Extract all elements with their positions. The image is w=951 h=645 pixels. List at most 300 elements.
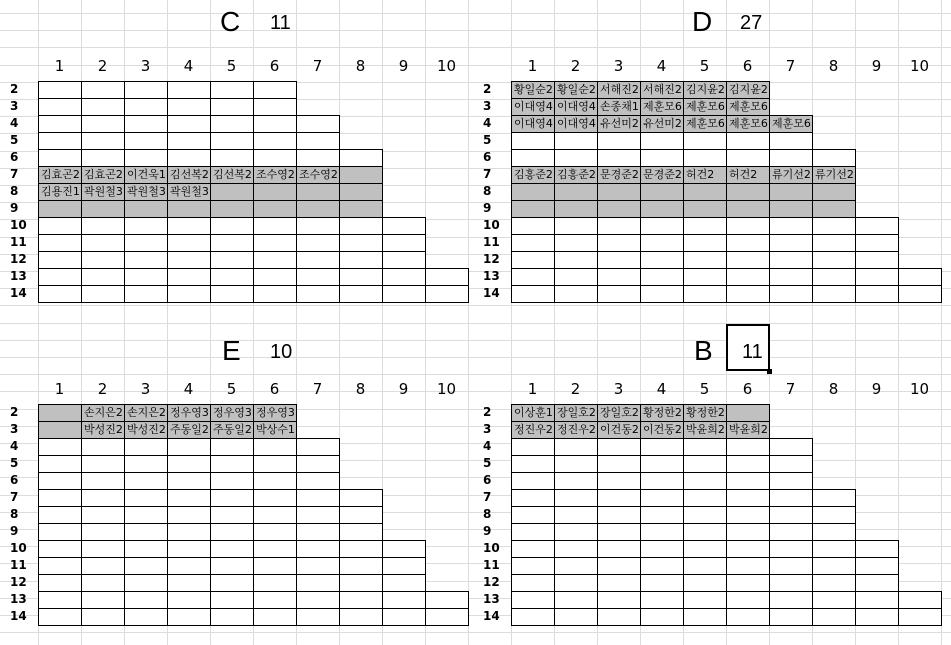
seat-cell[interactable]: 김홍준2 — [554, 166, 598, 184]
seat-cell[interactable]: 주동일2 — [167, 421, 211, 439]
seat-cell[interactable] — [339, 608, 383, 626]
seat-cell[interactable] — [597, 557, 641, 575]
seat-cell[interactable] — [38, 455, 82, 473]
seat-cell[interactable] — [726, 574, 770, 592]
seat-cell[interactable] — [511, 132, 555, 150]
seat-cell[interactable] — [511, 455, 555, 473]
seat-cell[interactable] — [640, 251, 684, 269]
seat-cell[interactable] — [253, 438, 297, 456]
seat-cell[interactable] — [640, 234, 684, 252]
seat-cell[interactable] — [81, 251, 125, 269]
seat-cell[interactable] — [640, 217, 684, 235]
seat-cell[interactable] — [511, 200, 555, 218]
seat-cell[interactable] — [640, 557, 684, 575]
seat-cell[interactable] — [38, 506, 82, 524]
seat-cell[interactable]: 정우영3 — [167, 404, 211, 422]
seat-cell[interactable] — [253, 251, 297, 269]
seat-cell[interactable] — [855, 268, 899, 286]
seat-cell[interactable] — [124, 506, 168, 524]
seat-cell[interactable] — [167, 489, 211, 507]
seat-cell[interactable]: 제훈모6 — [726, 115, 770, 133]
seat-cell[interactable] — [683, 285, 727, 303]
seat-cell[interactable]: 장일호2 — [554, 404, 598, 422]
seat-cell[interactable] — [855, 540, 899, 558]
seat-cell[interactable] — [167, 523, 211, 541]
seat-cell[interactable] — [812, 217, 856, 235]
seat-cell[interactable]: 유선미2 — [640, 115, 684, 133]
seat-cell[interactable] — [640, 523, 684, 541]
seat-cell[interactable] — [339, 251, 383, 269]
seat-cell[interactable] — [296, 200, 340, 218]
seat-cell[interactable] — [683, 234, 727, 252]
seat-cell[interactable] — [769, 608, 813, 626]
seat-cell[interactable] — [339, 217, 383, 235]
seat-cell[interactable] — [769, 506, 813, 524]
seat-cell[interactable] — [296, 608, 340, 626]
seat-cell[interactable] — [382, 234, 426, 252]
seat-cell[interactable] — [210, 200, 254, 218]
seat-cell[interactable] — [554, 608, 598, 626]
seat-cell[interactable] — [640, 285, 684, 303]
seat-cell[interactable] — [726, 591, 770, 609]
seat-cell[interactable] — [81, 455, 125, 473]
seat-cell[interactable] — [167, 472, 211, 490]
seat-cell[interactable] — [38, 438, 82, 456]
seat-cell[interactable] — [339, 540, 383, 558]
seat-cell[interactable] — [511, 591, 555, 609]
seat-cell[interactable] — [640, 591, 684, 609]
seat-cell[interactable] — [210, 540, 254, 558]
seat-cell[interactable]: 문경준2 — [640, 166, 684, 184]
seat-cell[interactable] — [769, 557, 813, 575]
seat-cell[interactable] — [511, 472, 555, 490]
seat-cell[interactable] — [726, 608, 770, 626]
seat-cell[interactable] — [769, 251, 813, 269]
seat-cell[interactable] — [210, 251, 254, 269]
seat-cell[interactable] — [167, 540, 211, 558]
seat-cell[interactable] — [210, 455, 254, 473]
seat-cell[interactable] — [339, 506, 383, 524]
seat-cell[interactable] — [296, 506, 340, 524]
seat-cell[interactable] — [124, 268, 168, 286]
seat-cell[interactable] — [339, 591, 383, 609]
seat-cell[interactable] — [296, 591, 340, 609]
seat-cell[interactable] — [210, 489, 254, 507]
seat-cell[interactable] — [210, 98, 254, 116]
seat-cell[interactable] — [597, 574, 641, 592]
seat-cell[interactable] — [898, 285, 942, 303]
seat-cell[interactable] — [38, 132, 82, 150]
seat-cell[interactable] — [81, 149, 125, 167]
seat-cell[interactable] — [726, 455, 770, 473]
seat-cell[interactable] — [554, 506, 598, 524]
seat-cell[interactable] — [38, 200, 82, 218]
seat-cell[interactable] — [511, 557, 555, 575]
seat-cell[interactable] — [554, 523, 598, 541]
seat-cell[interactable] — [38, 404, 82, 422]
seat-cell[interactable] — [726, 268, 770, 286]
seat-cell[interactable] — [812, 489, 856, 507]
seat-cell[interactable] — [597, 217, 641, 235]
seat-cell[interactable] — [597, 251, 641, 269]
seat-cell[interactable] — [81, 438, 125, 456]
seat-cell[interactable] — [124, 540, 168, 558]
seat-cell[interactable] — [640, 149, 684, 167]
seat-cell[interactable] — [898, 608, 942, 626]
seat-cell[interactable] — [769, 591, 813, 609]
seat-cell[interactable] — [124, 489, 168, 507]
seat-cell[interactable] — [296, 438, 340, 456]
seat-cell[interactable] — [253, 608, 297, 626]
seat-cell[interactable] — [812, 285, 856, 303]
seat-cell[interactable] — [683, 149, 727, 167]
seat-cell[interactable] — [38, 591, 82, 609]
seat-cell[interactable] — [511, 574, 555, 592]
seat-cell[interactable] — [812, 251, 856, 269]
seat-cell[interactable] — [812, 200, 856, 218]
seat-cell[interactable] — [769, 523, 813, 541]
seat-cell[interactable] — [253, 81, 297, 99]
seat-cell[interactable] — [769, 489, 813, 507]
seat-cell[interactable] — [210, 115, 254, 133]
seat-cell[interactable]: 황정한2 — [640, 404, 684, 422]
seat-cell[interactable]: 문경준2 — [597, 166, 641, 184]
seat-cell[interactable] — [339, 523, 383, 541]
seat-cell[interactable]: 정우영3 — [253, 404, 297, 422]
seat-cell[interactable]: 손종채1 — [597, 98, 641, 116]
seat-cell[interactable] — [124, 217, 168, 235]
seat-cell[interactable] — [640, 183, 684, 201]
seat-cell[interactable] — [124, 438, 168, 456]
seat-cell[interactable] — [769, 472, 813, 490]
seat-cell[interactable] — [382, 251, 426, 269]
seat-cell[interactable]: 허건2 — [683, 166, 727, 184]
seat-cell[interactable] — [167, 81, 211, 99]
seat-cell[interactable] — [124, 285, 168, 303]
seat-cell[interactable] — [296, 217, 340, 235]
seat-cell[interactable] — [554, 557, 598, 575]
seat-cell[interactable] — [253, 574, 297, 592]
seat-cell[interactable] — [210, 472, 254, 490]
seat-cell[interactable] — [296, 489, 340, 507]
seat-cell[interactable] — [554, 438, 598, 456]
seat-cell[interactable] — [726, 200, 770, 218]
seat-cell[interactable]: 김효곤2 — [38, 166, 82, 184]
seat-cell[interactable] — [640, 200, 684, 218]
seat-cell[interactable] — [425, 591, 469, 609]
seat-cell[interactable] — [726, 523, 770, 541]
seat-cell[interactable] — [554, 472, 598, 490]
seat-cell[interactable] — [640, 574, 684, 592]
seat-cell[interactable]: 박윤희2 — [726, 421, 770, 439]
seat-cell[interactable] — [769, 285, 813, 303]
seat-cell[interactable] — [81, 591, 125, 609]
seat-cell[interactable] — [554, 217, 598, 235]
seat-cell[interactable] — [167, 268, 211, 286]
seat-cell[interactable] — [296, 285, 340, 303]
seat-cell[interactable] — [210, 183, 254, 201]
seat-cell[interactable] — [382, 268, 426, 286]
seat-cell[interactable] — [640, 455, 684, 473]
seat-cell[interactable]: 제훈모6 — [683, 115, 727, 133]
seat-cell[interactable] — [296, 251, 340, 269]
seat-cell[interactable] — [511, 608, 555, 626]
seat-cell[interactable] — [640, 438, 684, 456]
seat-cell[interactable] — [210, 591, 254, 609]
seat-cell[interactable] — [81, 557, 125, 575]
seat-cell[interactable] — [296, 574, 340, 592]
seat-cell[interactable] — [253, 115, 297, 133]
seat-cell[interactable] — [597, 472, 641, 490]
seat-cell[interactable] — [640, 489, 684, 507]
seat-cell[interactable] — [726, 217, 770, 235]
seat-cell[interactable] — [81, 523, 125, 541]
seat-cell[interactable] — [554, 234, 598, 252]
seat-cell[interactable] — [339, 574, 383, 592]
seat-cell[interactable]: 손지은2 — [81, 404, 125, 422]
seat-cell[interactable] — [339, 149, 383, 167]
seat-cell[interactable]: 김용진1 — [38, 183, 82, 201]
seat-cell[interactable] — [683, 217, 727, 235]
seat-cell[interactable] — [726, 234, 770, 252]
seat-cell[interactable] — [38, 574, 82, 592]
seat-cell[interactable] — [167, 98, 211, 116]
seat-cell[interactable]: 주동일2 — [210, 421, 254, 439]
seat-cell[interactable] — [597, 149, 641, 167]
seat-cell[interactable] — [253, 149, 297, 167]
seat-cell[interactable] — [726, 404, 770, 422]
seat-cell[interactable] — [683, 251, 727, 269]
seat-cell[interactable]: 이건욱1 — [124, 166, 168, 184]
seat-cell[interactable] — [554, 132, 598, 150]
seat-cell[interactable]: 김지윤2 — [683, 81, 727, 99]
seat-cell[interactable] — [597, 506, 641, 524]
seat-cell[interactable] — [124, 132, 168, 150]
seat-cell[interactable]: 김지윤2 — [726, 81, 770, 99]
seat-cell[interactable] — [511, 523, 555, 541]
seat-cell[interactable] — [554, 149, 598, 167]
seat-cell[interactable]: 김선복2 — [210, 166, 254, 184]
seat-cell[interactable] — [253, 489, 297, 507]
seat-cell[interactable] — [511, 506, 555, 524]
seat-cell[interactable] — [124, 557, 168, 575]
seat-cell[interactable] — [554, 251, 598, 269]
seat-cell[interactable] — [253, 132, 297, 150]
seat-cell[interactable] — [683, 132, 727, 150]
seat-cell[interactable] — [38, 115, 82, 133]
seat-cell[interactable] — [38, 557, 82, 575]
seat-cell[interactable] — [210, 81, 254, 99]
seat-cell[interactable] — [210, 438, 254, 456]
seat-cell[interactable] — [511, 540, 555, 558]
seat-cell[interactable] — [597, 455, 641, 473]
seat-cell[interactable] — [683, 268, 727, 286]
seat-cell[interactable] — [253, 285, 297, 303]
seat-cell[interactable] — [81, 132, 125, 150]
seat-cell[interactable] — [38, 421, 82, 439]
seat-cell[interactable]: 이건동2 — [640, 421, 684, 439]
seat-cell[interactable] — [597, 591, 641, 609]
seat-cell[interactable] — [855, 574, 899, 592]
seat-cell[interactable] — [382, 540, 426, 558]
seat-cell[interactable] — [81, 608, 125, 626]
seat-cell[interactable] — [812, 591, 856, 609]
seat-cell[interactable] — [511, 234, 555, 252]
seat-cell[interactable] — [726, 438, 770, 456]
seat-cell[interactable] — [425, 268, 469, 286]
seat-cell[interactable]: 곽원철3 — [124, 183, 168, 201]
seat-cell[interactable]: 김선복2 — [167, 166, 211, 184]
seat-cell[interactable] — [38, 81, 82, 99]
seat-cell[interactable] — [81, 574, 125, 592]
seat-cell[interactable] — [81, 472, 125, 490]
seat-cell[interactable] — [124, 574, 168, 592]
seat-cell[interactable] — [124, 98, 168, 116]
seat-cell[interactable] — [640, 608, 684, 626]
seat-cell[interactable] — [339, 268, 383, 286]
seat-cell[interactable] — [855, 234, 899, 252]
seat-cell[interactable] — [253, 234, 297, 252]
seat-cell[interactable] — [339, 234, 383, 252]
seat-cell[interactable] — [253, 557, 297, 575]
seat-cell[interactable] — [124, 149, 168, 167]
seat-cell[interactable] — [339, 200, 383, 218]
seat-cell[interactable] — [38, 251, 82, 269]
seat-cell[interactable] — [210, 557, 254, 575]
seat-cell[interactable] — [597, 608, 641, 626]
seat-cell[interactable] — [210, 149, 254, 167]
seat-cell[interactable]: 제훈모6 — [683, 98, 727, 116]
seat-cell[interactable]: 박성진2 — [124, 421, 168, 439]
seat-cell[interactable] — [124, 81, 168, 99]
seat-cell[interactable] — [81, 268, 125, 286]
seat-cell[interactable] — [382, 285, 426, 303]
seat-cell[interactable] — [683, 540, 727, 558]
seat-cell[interactable] — [167, 132, 211, 150]
seat-cell[interactable] — [124, 234, 168, 252]
seat-cell[interactable] — [81, 506, 125, 524]
seat-cell[interactable]: 정우영3 — [210, 404, 254, 422]
seat-cell[interactable] — [726, 489, 770, 507]
seat-cell[interactable] — [640, 268, 684, 286]
seat-cell[interactable] — [769, 455, 813, 473]
seat-cell[interactable] — [855, 217, 899, 235]
seat-cell[interactable] — [554, 183, 598, 201]
seat-cell[interactable] — [554, 489, 598, 507]
seat-cell[interactable] — [296, 540, 340, 558]
seat-cell[interactable] — [425, 285, 469, 303]
seat-cell[interactable] — [683, 200, 727, 218]
seat-cell[interactable] — [296, 149, 340, 167]
seat-cell[interactable] — [339, 489, 383, 507]
seat-cell[interactable] — [210, 285, 254, 303]
seat-cell[interactable] — [253, 506, 297, 524]
seat-cell[interactable] — [769, 574, 813, 592]
seat-cell[interactable] — [769, 183, 813, 201]
seat-cell[interactable] — [597, 234, 641, 252]
seat-cell[interactable] — [253, 217, 297, 235]
seat-cell[interactable] — [210, 523, 254, 541]
seat-cell[interactable]: 이대영4 — [554, 98, 598, 116]
selection-handle[interactable] — [767, 369, 772, 374]
seat-cell[interactable] — [683, 472, 727, 490]
seat-cell[interactable] — [210, 506, 254, 524]
seat-cell[interactable] — [898, 591, 942, 609]
seat-cell[interactable] — [597, 268, 641, 286]
seat-cell[interactable] — [511, 251, 555, 269]
seat-cell[interactable] — [382, 574, 426, 592]
seat-cell[interactable]: 이대영4 — [511, 115, 555, 133]
seat-cell[interactable] — [554, 591, 598, 609]
seat-cell[interactable] — [640, 540, 684, 558]
seat-cell[interactable] — [683, 506, 727, 524]
seat-cell[interactable] — [726, 149, 770, 167]
seat-cell[interactable] — [726, 472, 770, 490]
seat-cell[interactable]: 박성진2 — [81, 421, 125, 439]
seat-cell[interactable] — [38, 217, 82, 235]
seat-cell[interactable]: 정진우2 — [511, 421, 555, 439]
seat-cell[interactable] — [554, 268, 598, 286]
seat-cell[interactable] — [597, 285, 641, 303]
seat-cell[interactable]: 이건동2 — [597, 421, 641, 439]
seat-cell[interactable] — [81, 200, 125, 218]
seat-cell[interactable]: 이대영4 — [511, 98, 555, 116]
seat-cell[interactable] — [38, 489, 82, 507]
seat-cell[interactable]: 류기선2 — [812, 166, 856, 184]
seat-cell[interactable]: 유선미2 — [597, 115, 641, 133]
seat-cell[interactable] — [683, 591, 727, 609]
seat-cell[interactable]: 박윤희2 — [683, 421, 727, 439]
seat-cell[interactable] — [812, 608, 856, 626]
seat-cell[interactable] — [253, 540, 297, 558]
seat-cell[interactable] — [124, 591, 168, 609]
seat-cell[interactable] — [124, 115, 168, 133]
seat-cell[interactable] — [38, 523, 82, 541]
seat-cell[interactable]: 류기선2 — [769, 166, 813, 184]
seat-cell[interactable] — [124, 523, 168, 541]
seat-cell[interactable]: 이대영4 — [554, 115, 598, 133]
seat-cell[interactable] — [296, 115, 340, 133]
seat-cell[interactable] — [597, 438, 641, 456]
seat-cell[interactable] — [812, 506, 856, 524]
seat-cell[interactable] — [296, 234, 340, 252]
seat-cell[interactable] — [726, 183, 770, 201]
seat-cell[interactable] — [167, 455, 211, 473]
seat-cell[interactable] — [511, 268, 555, 286]
seat-cell[interactable]: 조수영2 — [296, 166, 340, 184]
seat-cell[interactable] — [597, 200, 641, 218]
seat-cell[interactable] — [726, 540, 770, 558]
seat-cell[interactable] — [38, 98, 82, 116]
seat-cell[interactable] — [554, 200, 598, 218]
seat-cell[interactable]: 이상훈1 — [511, 404, 555, 422]
seat-cell[interactable] — [812, 183, 856, 201]
seat-cell[interactable] — [812, 540, 856, 558]
seat-cell[interactable]: 황일순2 — [554, 81, 598, 99]
seat-cell[interactable] — [210, 268, 254, 286]
seat-cell[interactable] — [38, 149, 82, 167]
seat-cell[interactable] — [855, 285, 899, 303]
seat-cell[interactable] — [210, 132, 254, 150]
seat-cell[interactable] — [339, 285, 383, 303]
seat-cell[interactable] — [769, 200, 813, 218]
seat-cell[interactable] — [683, 455, 727, 473]
seat-cell[interactable] — [683, 183, 727, 201]
seat-cell[interactable] — [38, 472, 82, 490]
seat-cell[interactable] — [339, 183, 383, 201]
seat-cell[interactable] — [812, 149, 856, 167]
seat-cell[interactable] — [339, 557, 383, 575]
